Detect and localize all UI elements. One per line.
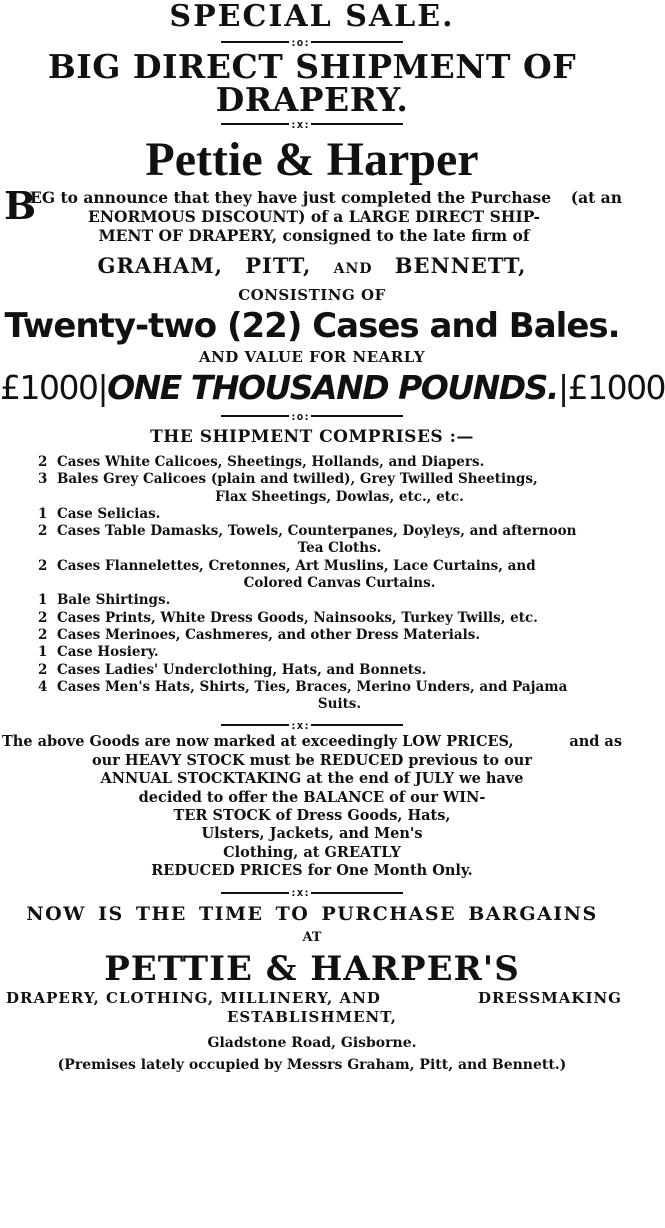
divider-rule xyxy=(221,724,289,726)
shipment-item-text: Cases Prints, White Dress Goods, Nainsooks, Turkey Twills, etc. xyxy=(57,609,538,626)
shipment-item-qty: 4 xyxy=(38,678,48,695)
shipment-item xyxy=(38,627,622,644)
shipment-item-text: Cases White Calicoes, Sheetings, Hollands, and Diapers. xyxy=(57,454,485,470)
divider-rule xyxy=(221,415,289,417)
notice-paragraph xyxy=(0,733,624,880)
divider-5 xyxy=(0,885,624,901)
shipment-item-continuation xyxy=(38,575,622,592)
shipment-item-qty: 1 xyxy=(38,644,48,661)
notice-line-4: decided to offer the BALANCE of our WIN- xyxy=(138,788,486,806)
notice-line-1-text: The above Goods are now marked at exceedingly LOW PRICES, xyxy=(2,733,514,751)
shipment-item-text: Cases Table Damasks, Towels, Counterpanes, Doyleys, and afternoon xyxy=(57,523,577,540)
divider-rule xyxy=(311,415,403,417)
one-thousand-pounds-heading: £1000|ONE THOUSAND POUNDS.|£1000 xyxy=(0,368,665,407)
at-label: AT xyxy=(302,929,322,945)
shipment-item-continuation xyxy=(38,696,622,713)
shipment-item-qty: 2 xyxy=(38,661,48,678)
pounds-middle: ONE THOUSAND POUNDS. xyxy=(107,368,558,407)
divider-3 xyxy=(0,408,624,424)
shipment-item-qty: 2 xyxy=(38,454,48,470)
value-for-nearly: AND VALUE FOR NEARLY xyxy=(198,348,426,366)
divider-mark: :x: xyxy=(290,718,310,732)
establishment-description xyxy=(0,989,624,1027)
shipment-item-qty: 1 xyxy=(38,505,48,522)
divider-mark: :x: xyxy=(290,117,310,131)
drapery-line-1 xyxy=(0,989,624,1008)
address: Gladstone Road, Gisborne. xyxy=(207,1034,417,1051)
shipment-item-qty: 1 xyxy=(38,592,48,609)
shipment-item xyxy=(38,644,622,661)
notice-line-2: our HEAVY STOCK must be REDUCED previous to our xyxy=(92,751,532,769)
shipment-item xyxy=(38,523,622,540)
divider-mark: :o: xyxy=(290,35,310,49)
drapery-line-1-end: DRESSMAKING xyxy=(477,988,622,1007)
establishment-line: ESTABLISHMENT, xyxy=(227,1007,397,1026)
pounds-right: £1000 xyxy=(567,368,665,407)
shipment-item-qty: 3 xyxy=(38,471,48,488)
notice-line-6: Ulsters, Jackets, and Men's xyxy=(201,825,423,843)
intro-line-1-text: EG to announce that they have just completed the Purchase xyxy=(30,188,552,207)
shipment-item xyxy=(38,471,622,488)
divider-mark: :x: xyxy=(290,886,310,900)
shipment-item xyxy=(38,662,622,679)
shipment-item-continuation-text: Flax Sheetings, Dowlas, etc., etc. xyxy=(215,488,464,505)
shipment-item-qty: 2 xyxy=(38,557,48,574)
intro-line-2: ENORMOUS DISCOUNT) of a LARGE DIRECT SHIP- xyxy=(88,207,540,226)
divider-rule xyxy=(311,41,403,43)
graham-pitt-bennett-heading xyxy=(0,251,624,284)
shipment-item-continuation xyxy=(38,489,622,506)
shipment-item-qty: 2 xyxy=(38,626,48,643)
special-sale-heading: SPECIAL SALE. xyxy=(169,0,455,34)
big-shipment-heading-line1: BIG DIRECT SHIPMENT OF xyxy=(47,47,577,86)
shipment-item-text: Cases Flannelettes, Cretonnes, Art Muslins, Lace Curtains, and xyxy=(57,557,536,574)
shipment-item-continuation-text: Colored Canvas Curtains. xyxy=(243,575,436,592)
shipment-item-text: Cases Men's Hats, Shirts, Ties, Braces, Merino Unders, and Pajama xyxy=(57,678,568,695)
shipment-item xyxy=(38,592,622,609)
notice-line-1 xyxy=(0,733,624,751)
now-is-the-time-heading: NOW IS THE TIME TO PURCHASE BARGAINS xyxy=(26,902,598,925)
divider-rule xyxy=(311,724,403,726)
shipment-item-text: Cases Merinoes, Cashmeres, and other Dress Materials. xyxy=(57,626,481,643)
pounds-left: £1000 xyxy=(0,368,98,407)
divider-rule xyxy=(311,892,403,894)
shipment-item-text: Bale Shirtings. xyxy=(57,592,171,609)
divider-4 xyxy=(0,717,624,733)
intro-line-1-end: (at an xyxy=(570,188,622,207)
bennett: BENNETT, xyxy=(394,253,527,278)
shipment-item-continuation-text: Suits. xyxy=(317,696,362,713)
notice-line-3: ANNUAL STOCKTAKING at the end of JULY we have xyxy=(100,770,524,788)
intro-paragraph xyxy=(0,183,624,245)
intro-line-1 xyxy=(6,188,622,207)
intro-line-3: MENT OF DRAPERY, consigned to the late firm of xyxy=(98,226,530,245)
twenty-two-cases-heading: Twenty-two (22) Cases and Bales. xyxy=(4,306,620,346)
shipment-item-text: Cases Ladies' Underclothing, Hats, and Bonnets. xyxy=(57,661,427,678)
shipment-item xyxy=(38,558,622,575)
firm-name-heading: Pettie & Harper xyxy=(145,133,479,186)
graham-and: AND xyxy=(333,261,373,277)
notice-line-5: TER STOCK of Dress Goods, Hats, xyxy=(173,807,451,825)
big-shipment-heading-line2: DRAPERY. xyxy=(215,80,409,119)
shipment-item-qty: 2 xyxy=(38,523,48,540)
divider-rule xyxy=(311,123,403,125)
divider-rule xyxy=(221,123,289,125)
shipment-list xyxy=(0,454,624,713)
pettie-harpers-heading: PETTIE & HARPER'S xyxy=(104,948,520,989)
notice-line-1-end: and as xyxy=(569,733,622,751)
shipment-item xyxy=(38,610,622,627)
shipment-item-qty: 2 xyxy=(38,609,48,626)
shipment-item xyxy=(38,454,622,471)
shipment-item xyxy=(38,506,622,523)
shipment-item-text: Bales Grey Calicoes (plain and twilled), Grey Twilled Sheetings, xyxy=(57,471,538,488)
drop-cap: B xyxy=(4,183,37,228)
shipment-item-continuation xyxy=(38,540,622,557)
shipment-item-continuation-text: Tea Cloths. xyxy=(297,540,382,557)
premises-note: (Premises lately occupied by Messrs Graham, Pitt, and Bennett.) xyxy=(57,1056,567,1073)
drapery-line-1-text: DRAPERY, CLOTHING, MILLINERY, AND xyxy=(6,988,381,1007)
shipment-comprises-heading: THE SHIPMENT COMPRISES :— xyxy=(150,427,474,447)
consisting-of: CONSISTING OF xyxy=(238,286,386,304)
divider-mark: :o: xyxy=(290,409,310,423)
notice-line-7: Clothing, at GREATLY xyxy=(223,843,401,861)
divider-rule xyxy=(221,892,289,894)
graham-pitt: GRAHAM, PITT, xyxy=(97,253,312,278)
shipment-item-text: Case Hosiery. xyxy=(57,644,159,661)
notice-line-8: REDUCED PRICES for One Month Only. xyxy=(151,862,473,880)
shipment-item-text: Case Selicias. xyxy=(57,505,161,522)
shipment-item xyxy=(38,679,622,696)
divider-rule xyxy=(221,41,289,43)
